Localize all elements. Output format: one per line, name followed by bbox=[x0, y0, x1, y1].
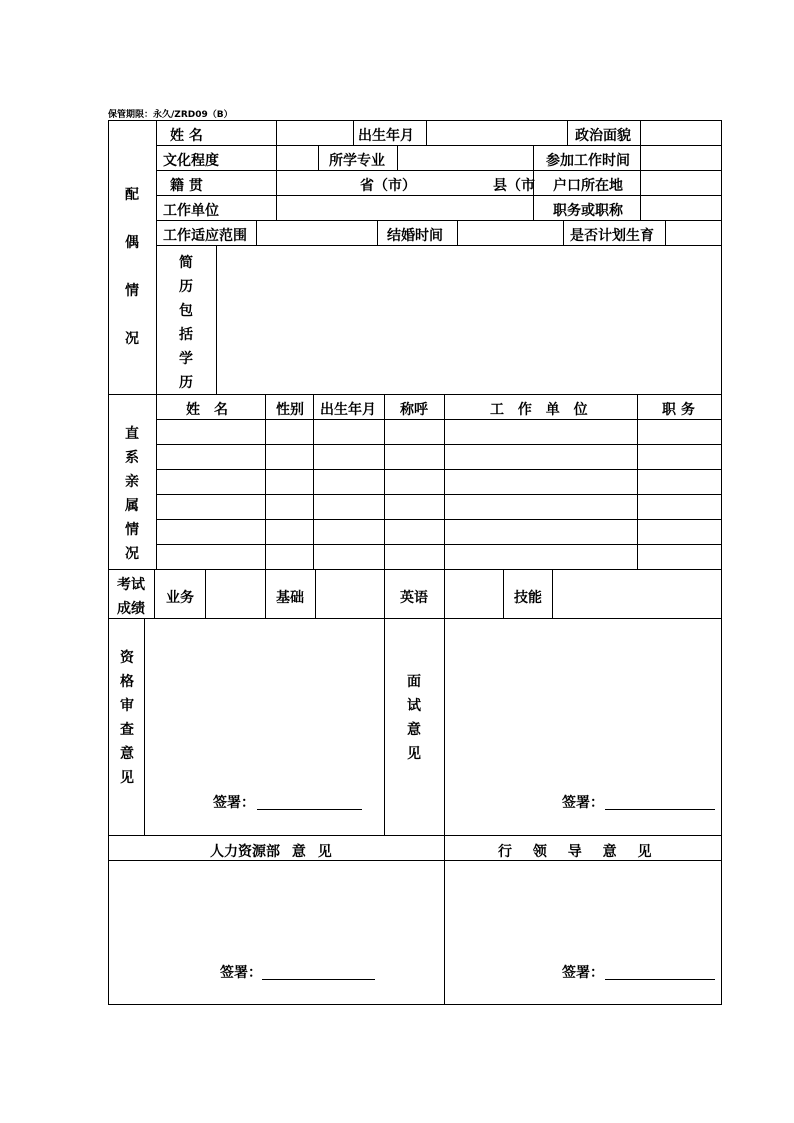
spouse-row-line bbox=[156, 245, 722, 246]
exam-skill-label: 技能 bbox=[514, 590, 542, 606]
relatives-col-line bbox=[444, 394, 445, 569]
cell-divider bbox=[640, 120, 641, 145]
spouse-marriage-label: 结婚时间 bbox=[387, 228, 443, 244]
hr-opinion-label: 人力资源部 意 见 bbox=[210, 844, 332, 860]
cell-divider bbox=[563, 220, 564, 245]
cell-divider bbox=[426, 120, 427, 145]
spouse-family-plan-label: 是否计划生育 bbox=[570, 228, 654, 244]
exam-col-line bbox=[205, 569, 206, 618]
exam-english-label: 英语 bbox=[400, 590, 428, 606]
qualification-signature-label: 签署： bbox=[213, 795, 255, 811]
exam-col-line bbox=[552, 569, 553, 618]
table-border-top bbox=[108, 120, 722, 121]
signature-line bbox=[262, 979, 375, 980]
section-divider bbox=[108, 394, 722, 395]
section-divider bbox=[108, 569, 722, 570]
section-divider bbox=[108, 618, 722, 619]
spouse-row-line bbox=[156, 195, 722, 196]
relatives-col-line bbox=[313, 394, 314, 569]
interview-signature-label: 签署： bbox=[562, 795, 604, 811]
spouse-political-label: 政治面貌 bbox=[575, 128, 631, 144]
cell-divider bbox=[665, 220, 666, 245]
review-col-line bbox=[384, 618, 385, 835]
qualification-review-label: 资格审查意见 bbox=[120, 650, 134, 786]
cell-divider bbox=[533, 145, 534, 170]
relatives-col-employer: 工 作 单 位 bbox=[490, 402, 588, 418]
cell-divider bbox=[256, 220, 257, 245]
retention-note: 保管期限：永久/ZRD09（B） bbox=[108, 110, 233, 120]
hr-signature-label: 签署： bbox=[220, 965, 262, 981]
relatives-col-name: 姓 名 bbox=[186, 402, 228, 418]
cell-divider bbox=[276, 145, 277, 170]
spouse-name-label: 姓 名 bbox=[170, 128, 203, 144]
exam-business-label: 业务 bbox=[166, 590, 194, 606]
table-border-bottom bbox=[108, 1004, 722, 1005]
cell-divider bbox=[640, 170, 641, 195]
cell-divider bbox=[457, 220, 458, 245]
exam-col-line bbox=[154, 569, 155, 618]
cell-divider bbox=[640, 195, 641, 220]
review-col-line bbox=[444, 618, 445, 1005]
resume-divider bbox=[216, 245, 217, 395]
exam-col-line bbox=[265, 569, 266, 618]
relatives-col-line bbox=[384, 394, 385, 569]
spouse-title-divider bbox=[156, 120, 157, 569]
cell-divider bbox=[640, 145, 641, 170]
cell-divider bbox=[533, 195, 534, 220]
section-divider bbox=[108, 835, 722, 836]
spouse-education-label: 文化程度 bbox=[163, 153, 219, 169]
spouse-work-start-label: 参加工作时间 bbox=[546, 153, 630, 169]
spouse-row-line bbox=[156, 170, 722, 171]
exam-basic-label: 基础 bbox=[276, 590, 304, 606]
table-border-right bbox=[721, 120, 722, 1005]
section-divider bbox=[108, 860, 722, 861]
relatives-col-position: 职 务 bbox=[662, 402, 695, 418]
cell-divider bbox=[276, 195, 277, 220]
spouse-scope-label: 工作适应范围 bbox=[163, 228, 247, 244]
cell-divider bbox=[276, 170, 277, 195]
relatives-section-title: 直系亲属情况 bbox=[125, 426, 139, 562]
exam-col-line bbox=[503, 569, 504, 618]
spouse-section-title: 配偶情况 bbox=[125, 187, 139, 347]
exam-title-line1: 考试 bbox=[117, 577, 145, 593]
spouse-county-label: 县（市 bbox=[493, 178, 535, 194]
cell-divider bbox=[276, 120, 277, 145]
spouse-birth-label: 出生年月 bbox=[358, 128, 414, 144]
spouse-position-label: 职务或职称 bbox=[553, 203, 623, 219]
spouse-row-line bbox=[156, 220, 722, 221]
cell-divider bbox=[377, 220, 378, 245]
spouse-major-label: 所学专业 bbox=[329, 153, 385, 169]
spouse-hukou-label: 户口所在地 bbox=[553, 178, 623, 194]
signature-line bbox=[605, 979, 715, 980]
table-border-left bbox=[108, 120, 109, 1005]
spouse-native-label: 籍 贯 bbox=[170, 178, 203, 194]
spouse-row-line bbox=[156, 145, 722, 146]
relatives-col-line bbox=[265, 394, 266, 569]
spouse-province-label: 省（市） bbox=[360, 178, 416, 194]
cell-divider bbox=[567, 120, 568, 145]
relatives-col-line bbox=[637, 394, 638, 569]
signature-line bbox=[257, 809, 362, 810]
relatives-col-gender: 性别 bbox=[276, 402, 304, 418]
exam-title-line2: 成绩 bbox=[117, 601, 145, 617]
spouse-employer-label: 工作单位 bbox=[163, 203, 219, 219]
relatives-col-relation: 称呼 bbox=[400, 402, 428, 418]
exam-col-line bbox=[444, 569, 445, 618]
review-col-line bbox=[144, 618, 145, 835]
signature-line bbox=[605, 809, 715, 810]
exam-col-line bbox=[384, 569, 385, 618]
leader-opinion-label: 行 领 导 意 见 bbox=[498, 844, 652, 860]
exam-col-line bbox=[315, 569, 316, 618]
cell-divider bbox=[397, 145, 398, 170]
relatives-col-birth: 出生年月 bbox=[320, 402, 376, 418]
leader-signature-label: 签署： bbox=[562, 965, 604, 981]
interview-opinion-label: 面试意见 bbox=[407, 674, 421, 762]
cell-divider bbox=[353, 120, 354, 145]
cell-divider bbox=[318, 145, 319, 170]
spouse-resume-label: 简历包括学历 bbox=[179, 255, 193, 391]
